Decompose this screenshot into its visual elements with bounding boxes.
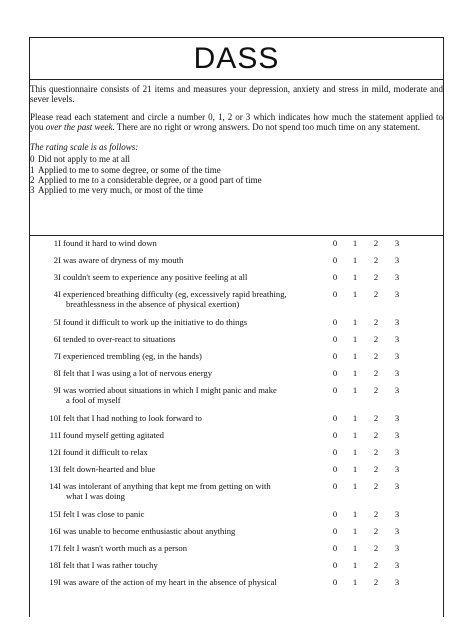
rating-option-2[interactable]: 2: [373, 317, 379, 327]
item-statement: I found myself getting agitated: [58, 430, 164, 440]
item-number: 7: [53, 351, 58, 361]
rating-scale-label: The rating scale is as follows:: [30, 142, 139, 153]
rating-option-1[interactable]: 1: [352, 481, 358, 491]
rating-option-1[interactable]: 1: [352, 464, 358, 474]
rating-option-3[interactable]: 3: [394, 509, 400, 519]
item-text: [58, 255, 338, 265]
rating-option-0[interactable]: 0: [332, 255, 338, 265]
rating-option-3[interactable]: 3: [394, 481, 400, 491]
item-number: 11: [49, 430, 58, 440]
item-statement: I felt I wasn't worth much as a person: [58, 543, 187, 553]
item-number: 9: [53, 385, 58, 395]
rating-option-1[interactable]: 1: [352, 447, 358, 457]
rating-option-0[interactable]: 0: [332, 447, 338, 457]
item-statement-continued: what I was doing: [66, 491, 125, 502]
rating-option-0[interactable]: 0: [332, 368, 338, 378]
rating-option-0[interactable]: 0: [332, 526, 338, 536]
scale-number: 2: [30, 175, 35, 186]
rating-option-2[interactable]: 2: [373, 464, 379, 474]
item-statement: I found it difficult to work up the initiative to do things: [58, 317, 248, 327]
item-statement: I was unable to become enthusiastic about anything: [58, 526, 236, 536]
rating-option-3[interactable]: 3: [394, 577, 400, 587]
rating-option-2[interactable]: 2: [373, 385, 379, 395]
scale-item: [30, 165, 443, 175]
item-statement: I tended to over-react to situations: [58, 334, 176, 344]
item-number: 1: [53, 238, 58, 248]
item-text: [58, 272, 338, 282]
rating-option-2[interactable]: 2: [373, 413, 379, 423]
rating-option-0[interactable]: 0: [332, 560, 338, 570]
rating-option-1[interactable]: 1: [352, 577, 358, 587]
rating-option-2[interactable]: 2: [373, 368, 379, 378]
item-statement: I was worried about situations in which I might panic and make: [58, 385, 277, 395]
rating-option-3[interactable]: 3: [394, 464, 400, 474]
item-text: [58, 413, 338, 423]
rating-option-3[interactable]: 3: [394, 334, 400, 344]
rating-option-1[interactable]: 1: [352, 385, 358, 395]
item-number: 18: [49, 560, 58, 570]
scale-text: Applied to me to a considerable degree, or a good part of time: [38, 175, 262, 186]
item-number: 14: [49, 481, 58, 491]
rating-option-0[interactable]: 0: [332, 543, 338, 553]
rating-option-1[interactable]: 1: [352, 289, 358, 299]
rating-option-2[interactable]: 2: [373, 543, 379, 553]
scale-number: 3: [30, 185, 35, 196]
rating-option-1[interactable]: 1: [352, 238, 358, 248]
rating-option-1[interactable]: 1: [352, 543, 358, 553]
rating-option-3[interactable]: 3: [394, 413, 400, 423]
rating-option-3[interactable]: 3: [394, 238, 400, 248]
rating-option-1[interactable]: 1: [352, 526, 358, 536]
rating-option-0[interactable]: 0: [332, 351, 338, 361]
scale-text: Applied to me to some degree, or some of the time: [38, 164, 221, 175]
scale-item: [30, 175, 443, 185]
rating-option-1[interactable]: 1: [352, 334, 358, 344]
rating-option-3[interactable]: 3: [394, 560, 400, 570]
instructions-emphasis: over the past week.: [45, 121, 115, 132]
item-statement: I felt that I had nothing to look forward to: [58, 413, 202, 423]
rating-option-1[interactable]: 1: [352, 509, 358, 519]
rating-option-2[interactable]: 2: [373, 272, 379, 282]
scale-item: [30, 185, 443, 195]
rating-option-0[interactable]: 0: [332, 464, 338, 474]
item-text: [58, 526, 338, 536]
rating-option-0[interactable]: 0: [332, 577, 338, 587]
form-title: DASS: [30, 38, 443, 80]
item-text: [58, 543, 338, 553]
item-text: [58, 509, 338, 519]
rating-option-0[interactable]: 0: [332, 317, 338, 327]
rating-option-2[interactable]: 2: [373, 509, 379, 519]
item-text: [58, 577, 338, 587]
item-number: 2: [53, 255, 58, 265]
rating-option-3[interactable]: 3: [394, 255, 400, 265]
rating-option-0[interactable]: 0: [332, 385, 338, 395]
rating-option-0[interactable]: 0: [332, 289, 338, 299]
item-text: [58, 560, 338, 570]
rating-option-1[interactable]: 1: [352, 560, 358, 570]
rating-option-2[interactable]: 2: [373, 577, 379, 587]
item-number: 15: [49, 509, 58, 519]
instructions-text-b: There are no right or wrong answers. Do not spend too much time on any statement.: [114, 121, 420, 132]
item-statement-continued: breathlessness in the absence of physical exertion): [66, 299, 240, 310]
rating-option-3[interactable]: 3: [394, 317, 400, 327]
rating-option-2[interactable]: 2: [373, 334, 379, 344]
item-text: [58, 289, 338, 310]
rating-option-2[interactable]: 2: [373, 447, 379, 457]
rating-option-0[interactable]: 0: [332, 430, 338, 440]
rating-option-2[interactable]: 2: [373, 289, 379, 299]
scale-item: [30, 154, 443, 164]
item-number: 16: [49, 526, 58, 536]
rating-option-2[interactable]: 2: [373, 560, 379, 570]
rating-option-1[interactable]: 1: [352, 368, 358, 378]
rating-option-2[interactable]: 2: [373, 430, 379, 440]
rating-option-0[interactable]: 0: [332, 481, 338, 491]
instructions-text-a: Please read each statement and circle a number 0, 1, 2 or 3 which indicates how much the statement applied to you: [30, 111, 443, 132]
item-number: 10: [49, 413, 58, 423]
item-statement: I was aware of the action of my heart in the absence of physical: [58, 577, 277, 587]
rating-option-3[interactable]: 3: [394, 543, 400, 553]
item-statement: I was intolerant of anything that kept me from getting on with: [58, 481, 271, 491]
item-number: 12: [49, 447, 58, 457]
scale-text: Did not apply to me at all: [38, 154, 130, 165]
scale-number: 1: [30, 164, 35, 175]
item-statement: I felt down-hearted and blue: [58, 464, 156, 474]
item-text: [58, 317, 338, 327]
item-statement: I felt that I was rather touchy: [58, 560, 158, 570]
item-statement: I experienced trembling (eg, in the hands): [58, 351, 202, 361]
item-text: [58, 368, 338, 378]
item-number: 8: [53, 368, 58, 378]
description-paragraph: This questionnaire consists of 21 items and measures your depression, anxiety and stress in mild, moderate and sever levels.: [30, 84, 443, 105]
item-text: [58, 334, 338, 344]
rating-option-2[interactable]: 2: [373, 351, 379, 361]
scale-number: 0: [30, 154, 35, 165]
item-statement: I was aware of dryness of my mouth: [58, 255, 184, 265]
rating-option-3[interactable]: 3: [394, 430, 400, 440]
rating-option-1[interactable]: 1: [352, 317, 358, 327]
item-number: 17: [49, 543, 58, 553]
item-statement: I found it hard to wind down: [58, 238, 157, 248]
instructions-section: [30, 80, 443, 236]
rating-option-1[interactable]: 1: [352, 413, 358, 423]
rating-option-3[interactable]: 3: [394, 272, 400, 282]
rating-option-1[interactable]: 1: [352, 255, 358, 265]
rating-option-0[interactable]: 0: [332, 509, 338, 519]
rating-option-3[interactable]: 3: [394, 447, 400, 457]
rating-option-3[interactable]: 3: [394, 351, 400, 361]
rating-option-1[interactable]: 1: [352, 351, 358, 361]
item-statement: I experienced breathing difficulty (eg, excessively rapid breathing,: [58, 289, 287, 299]
item-statement: I felt I was close to panic: [58, 509, 145, 519]
item-statement: I felt that I was using a lot of nervous energy: [58, 368, 213, 378]
scale-text: Applied to me very much, or most of the time: [38, 185, 203, 196]
item-number: 4: [53, 289, 58, 299]
rating-option-2[interactable]: 2: [373, 238, 379, 248]
instructions-paragraph: [30, 112, 443, 133]
item-text: [58, 481, 338, 502]
rating-option-0[interactable]: 0: [332, 272, 338, 282]
rating-option-2[interactable]: 2: [373, 526, 379, 536]
rating-option-2[interactable]: 2: [373, 481, 379, 491]
item-text: [58, 238, 338, 248]
rating-option-1[interactable]: 1: [352, 430, 358, 440]
rating-option-2[interactable]: 2: [373, 255, 379, 265]
rating-option-0[interactable]: 0: [332, 334, 338, 344]
item-number: 3: [53, 272, 58, 282]
item-number: 5: [53, 317, 58, 327]
rating-option-3[interactable]: 3: [394, 368, 400, 378]
item-text: [58, 351, 338, 361]
rating-option-3[interactable]: 3: [394, 526, 400, 536]
item-text: [58, 385, 338, 406]
item-statement-continued: a fool of myself: [66, 395, 121, 406]
item-text: [58, 447, 338, 457]
rating-option-0[interactable]: 0: [332, 413, 338, 423]
rating-option-3[interactable]: 3: [394, 385, 400, 395]
rating-option-3[interactable]: 3: [394, 289, 400, 299]
rating-scale-list: [30, 154, 443, 195]
item-number: 19: [49, 577, 58, 587]
rating-option-1[interactable]: 1: [352, 272, 358, 282]
rating-option-0[interactable]: 0: [332, 238, 338, 248]
item-text: [58, 430, 338, 440]
item-statement: I found it difficult to relax: [58, 447, 148, 457]
item-number: 13: [49, 464, 58, 474]
item-statement: I couldn't seem to experience any positive feeling at all: [58, 272, 248, 282]
item-text: [58, 464, 338, 474]
item-number: 6: [53, 334, 58, 344]
dass-form: [29, 37, 444, 617]
